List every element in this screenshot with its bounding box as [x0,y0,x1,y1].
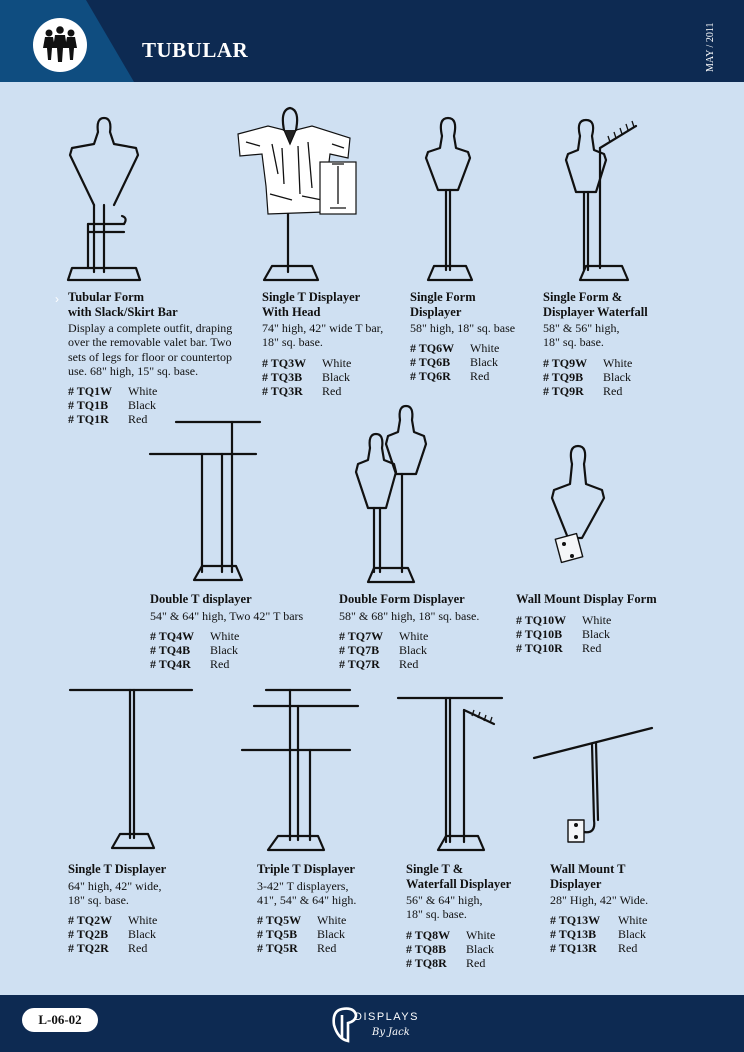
product-name: Single Form & Displayer Waterfall [543,290,648,319]
product-color: White [618,913,648,928]
product-color: Red [603,383,623,398]
figure-wall-mount-form [548,440,614,564]
product-color: Black [618,927,646,942]
product-code: # TQ8W [406,927,451,942]
product-item-tq6 [410,290,532,383]
product-desc: 3-42" T displayers, 41", 54" & 64" high. [257,878,357,907]
product-desc: 54" & 64" high, Two 42" T bars [150,608,304,623]
product-code: # TQ10B [516,626,563,641]
product-color: White [466,927,496,942]
product-code: # TQ8B [406,941,447,956]
figure-single-form [418,112,478,290]
product-name: Single Form Displayer [410,290,476,319]
product-color: White [128,384,158,399]
product-name: Tubular Form with Slack/Skirt Bar [68,290,178,319]
product-name: Wall Mount Display Form [516,592,657,606]
product-code: # TQ6B [410,355,451,370]
product-color: Red [322,383,342,398]
issue-date: MAY / 2011 [705,22,716,72]
product-code: # TQ4B [150,642,191,657]
product-code: # TQ1B [68,398,109,413]
figure-single-t-waterfall [394,692,506,856]
product-color: Red [582,640,602,655]
page-title: TUBULAR [142,38,249,62]
product-color: Black [582,626,610,641]
product-color: Red [210,656,230,671]
product-code: # TQ5W [257,913,302,928]
product-color: White [399,628,429,643]
product-item-tq3 [262,290,398,398]
product-color: Black [470,355,498,370]
product-code: # TQ4W [150,628,195,643]
product-name: Single T & Waterfall Displayer [406,862,512,891]
product-item-tq13 [550,862,680,955]
product-color: Red [399,656,419,671]
product-color: Red [466,955,486,970]
brand-wordmark: DISPLAYS [354,1011,419,1023]
product-code: # TQ5R [257,941,298,956]
figure-tubular-form [58,110,150,290]
product-code: # TQ7B [339,642,380,657]
product-desc: 28" High, 42" Wide. [550,893,649,907]
product-code: # TQ10W [516,612,567,627]
product-color: White [470,341,500,356]
page-code-badge: L-06-02 [22,1008,98,1032]
product-code: # TQ2R [68,941,109,956]
product-desc: 58" & 56" high, 18" sq. base. [543,321,620,350]
product-color: Black [322,369,350,384]
product-color: White [603,355,633,370]
product-code: # TQ9R [543,383,584,398]
product-color: Red [317,941,337,956]
product-code: # TQ9W [543,355,588,370]
product-color: Red [128,941,148,956]
product-item-tq2 [68,862,218,955]
product-code: # TQ2B [68,927,109,942]
product-item-tq4 [150,592,330,671]
product-color: Red [128,412,148,427]
figure-double-t [146,412,266,586]
product-color: Black [399,642,427,657]
product-code: # TQ8R [406,955,447,970]
product-code: # TQ6R [410,369,451,384]
product-item-tq7 [339,592,499,671]
figure-double-form [352,404,432,588]
product-item-tq8 [406,862,536,970]
product-code: # TQ7W [339,628,384,643]
figure-triple-t [238,686,360,856]
product-item-tq10 [516,592,686,655]
product-color: Red [470,369,490,384]
product-desc: 56" & 64" high, 18" sq. base. [406,893,483,922]
figure-single-t [66,684,196,856]
product-name: Double Form Displayer [339,592,465,606]
product-desc: 64" high, 42" wide, 18" sq. base. [68,878,162,907]
product-color: White [322,355,352,370]
product-color: Black [317,927,345,942]
product-code: # TQ3R [262,383,303,398]
product-code: # TQ7R [339,656,380,671]
product-color: White [128,913,158,928]
product-color: Black [466,941,494,956]
brand-logo-icon [326,999,436,1047]
product-code: # TQ1R [68,412,109,427]
product-code: # TQ13W [550,913,601,928]
product-code: # TQ4R [150,656,191,671]
product-name: Wall Mount T Displayer [550,862,626,891]
product-name: Single T Displayer [68,862,167,876]
product-name: Triple T Displayer [257,862,355,876]
figure-single-t-with-head [232,104,362,290]
product-item-tq1 [68,290,246,426]
product-code: # TQ5B [257,927,298,942]
product-code: # TQ6W [410,341,455,356]
product-name: Double T displayer [150,592,252,606]
product-item-tq9 [543,290,683,398]
figure-single-form-waterfall [560,112,670,290]
product-desc: 74" high, 42" wide T bar, 18" sq. base. [262,321,384,350]
header-tab-shape [0,0,744,82]
bullet-arrow-icon: › [55,292,59,306]
product-color: White [210,628,240,643]
product-code: # TQ3W [262,355,307,370]
product-desc: Display a complete outfit, draping over the removable valet bar. Two sets of legs for floor or countertop use. 68" high, 15" sq. base. [68,321,233,378]
product-color: Black [603,369,631,384]
product-color: Black [210,642,238,657]
product-color: White [582,612,612,627]
product-code: # TQ13R [550,941,597,956]
brand-byline: By Jack [372,1027,410,1038]
product-color: Black [128,398,156,413]
product-color: White [317,913,347,928]
product-name: Single T Displayer With Head [262,290,361,319]
product-desc: 58" high, 18" sq. base [410,321,516,335]
product-code: # TQ1W [68,384,113,399]
product-code: # TQ2W [68,913,113,928]
product-color: Black [128,927,156,942]
header-bar [0,0,744,82]
product-desc: 58" & 68" high, 18" sq. base. [339,608,480,623]
product-code: # TQ10R [516,640,563,655]
product-code: # TQ9B [543,369,584,384]
product-code: # TQ3B [262,369,303,384]
product-color: Red [618,941,638,956]
product-item-tq5 [257,862,397,955]
figure-wall-mount-t [530,724,658,844]
product-code: # TQ13B [550,927,597,942]
logo-icon [33,18,87,72]
